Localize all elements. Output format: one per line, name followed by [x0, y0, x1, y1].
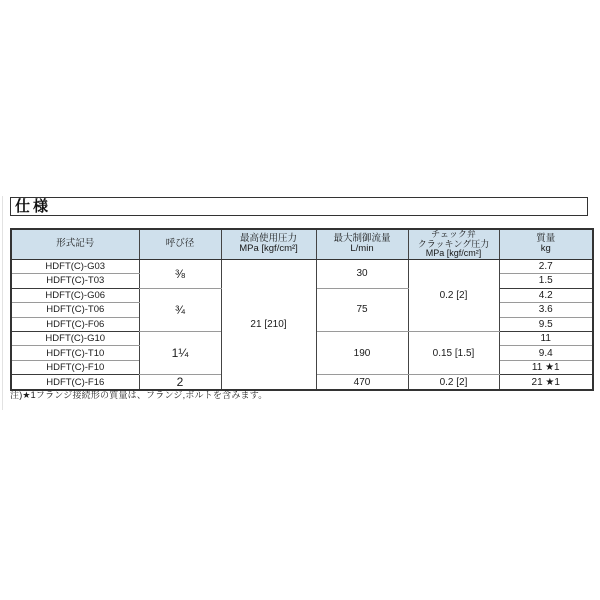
pressure-cell: 21 [210] — [221, 259, 316, 390]
column-header-pressure — [221, 229, 316, 259]
header-pressure-line1: 最高使用圧力 — [239, 233, 297, 245]
header-cracking-line3: MPa [kgf/cm²] — [425, 248, 482, 259]
size-cell: 1¼ — [139, 331, 221, 374]
column-header-model — [11, 229, 139, 259]
cracking-cell: 0.15 [1.5] — [408, 331, 499, 374]
table-row — [11, 259, 593, 273]
header-cracking-line1: チェック弁 — [431, 229, 476, 239]
column-header-mass — [499, 229, 593, 259]
mass-cell: 2.7 — [499, 259, 593, 273]
flow-cell: 470 — [316, 375, 408, 391]
header-mass-line2: kg — [540, 243, 551, 255]
mass-cell: 9.5 — [499, 317, 593, 331]
model-cell: HDFT(C)-T06 — [11, 303, 139, 317]
mass-cell: 11 ★1 — [499, 360, 593, 374]
size-cell: ¾ — [139, 288, 221, 331]
column-header-cracking — [408, 229, 499, 259]
flow-cell: 75 — [316, 288, 408, 331]
cracking-cell: 0.2 [2] — [408, 259, 499, 331]
footnote: 注)★1フランジ接続形の質量は、フランジ,ボルトを含みます。 — [10, 390, 268, 400]
header-flow-line1: 最大制御流量 — [333, 233, 391, 245]
flow-cell: 190 — [316, 331, 408, 374]
column-header-size — [139, 229, 221, 259]
model-cell: HDFT(C)-G10 — [11, 331, 139, 345]
table-header-row — [11, 229, 593, 259]
spec-table — [10, 228, 594, 391]
header-flow-line2: L/min — [350, 243, 374, 255]
model-cell: HDFT(C)-T10 — [11, 346, 139, 360]
size-cell: 2 — [139, 375, 221, 391]
header-size-label: 呼び径 — [165, 238, 195, 250]
mass-cell: 4.2 — [499, 288, 593, 302]
header-mass-line1: 質量 — [536, 233, 556, 245]
page-title — [10, 197, 588, 216]
mass-cell: 9.4 — [499, 346, 593, 360]
mass-cell: 3.6 — [499, 303, 593, 317]
model-cell: HDFT(C)-F16 — [11, 375, 139, 391]
model-cell: HDFT(C)-T03 — [11, 274, 139, 288]
model-cell: HDFT(C)-G06 — [11, 288, 139, 302]
cracking-cell: 0.2 [2] — [408, 375, 499, 391]
mass-cell: 21 ★1 — [499, 375, 593, 391]
model-cell: HDFT(C)-F06 — [11, 317, 139, 331]
header-model-label: 形式記号 — [56, 238, 95, 250]
model-cell: HDFT(C)-F10 — [11, 360, 139, 374]
mass-cell: 11 — [499, 331, 593, 345]
page-title-text: 仕様 — [15, 197, 52, 215]
page-edge-line — [2, 196, 3, 410]
header-pressure-line2: MPa [kgf/cm²] — [239, 243, 298, 255]
model-cell: HDFT(C)-G03 — [11, 259, 139, 273]
column-header-flow — [316, 229, 408, 259]
mass-cell: 1.5 — [499, 274, 593, 288]
size-cell: ⅜ — [139, 259, 221, 288]
header-cracking-line2: クラッキング圧力 — [417, 238, 490, 249]
flow-cell: 30 — [316, 259, 408, 288]
